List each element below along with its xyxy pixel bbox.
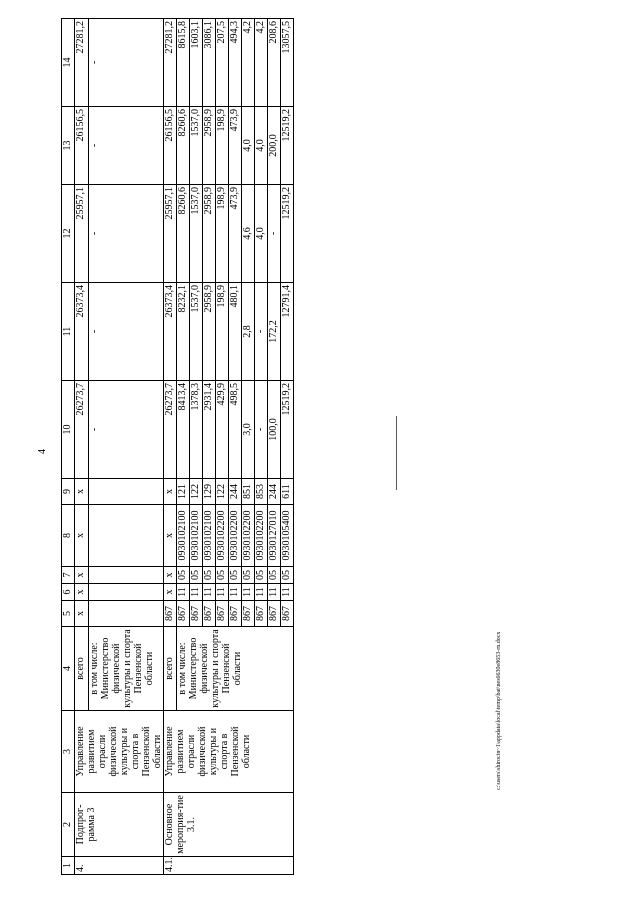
value-cell: 494,3 (229, 19, 242, 107)
cell: x (75, 601, 89, 627)
cell: 0930102200 (242, 505, 255, 567)
value-cell: 26373,4 (164, 283, 177, 381)
cell: 11 (177, 584, 190, 601)
cell (89, 505, 164, 567)
table-row (75, 19, 89, 875)
cell: 121 (177, 479, 190, 505)
cell: 851 (242, 479, 255, 505)
cell: 05 (268, 567, 281, 584)
value-cell: 8413,4 (177, 381, 190, 479)
value-cell: 26156,5 (164, 107, 177, 185)
header-cell: 9 (62, 479, 75, 505)
cell: 867 (177, 601, 190, 627)
row-number: 4.1. (164, 857, 294, 875)
rotated-table-container (61, 19, 362, 875)
value-cell: - (89, 283, 164, 381)
funding-type: всего (164, 627, 177, 711)
value-cell: 26156,5 (75, 107, 89, 185)
header-cell: 4 (62, 627, 75, 711)
cell: 867 (203, 601, 216, 627)
value-cell: 25957,1 (75, 185, 89, 283)
header-cell: 2 (62, 793, 75, 857)
cell: 0930102200 (229, 505, 242, 567)
value-cell: 8232,1 (177, 283, 190, 381)
value-cell: 8260,6 (177, 107, 190, 185)
header-cell: 14 (62, 19, 75, 107)
header-cell: 12 (62, 185, 75, 283)
row-number: 4. (75, 857, 164, 875)
cell (89, 567, 164, 584)
cell (89, 601, 164, 627)
header-row (62, 19, 75, 875)
value-cell: 207,5 (216, 19, 229, 107)
cell: 853 (255, 479, 268, 505)
value-cell: 4,2 (255, 19, 268, 107)
cell: 05 (203, 567, 216, 584)
cell: x (75, 584, 89, 601)
value-cell: 198,9 (216, 283, 229, 381)
page-number: 4 (37, 449, 48, 454)
value-cell: - (89, 185, 164, 283)
value-cell: 498,5 (229, 381, 242, 479)
cell: x (164, 567, 177, 584)
cell: 11 (268, 584, 281, 601)
value-cell: 2931,4 (203, 381, 216, 479)
header-cell: 8 (62, 505, 75, 567)
cell: 0930105400 (281, 505, 294, 567)
cell: 05 (281, 567, 294, 584)
value-cell: - (268, 185, 281, 283)
cell: 244 (229, 479, 242, 505)
cell: 0930127010 (268, 505, 281, 567)
value-cell: 2958,9 (203, 107, 216, 185)
responsible: Управление развитием отрасли физической культуры и спорта в Пензенской области (164, 711, 294, 793)
funding-type: всего (75, 627, 89, 711)
cell: 0930102200 (255, 505, 268, 567)
cell: 867 (242, 601, 255, 627)
value-cell: 26273,7 (75, 381, 89, 479)
cell: 867 (216, 601, 229, 627)
cell (89, 479, 164, 505)
value-cell: 473,9 (229, 107, 242, 185)
value-cell: 208,6 (268, 19, 281, 107)
cell: 867 (190, 601, 203, 627)
value-cell: 4,0 (255, 107, 268, 185)
value-cell: 27281,2 (75, 19, 89, 107)
cell: x (164, 479, 177, 505)
value-cell: 12519,2 (281, 381, 294, 479)
header-cell: 7 (62, 567, 75, 584)
cell: 611 (281, 479, 294, 505)
cell: 11 (190, 584, 203, 601)
cell: 867 (255, 601, 268, 627)
cell: 11 (229, 584, 242, 601)
value-cell: 12791,4 (281, 283, 294, 381)
cell: x (75, 567, 89, 584)
value-cell: 3,0 (242, 381, 255, 479)
value-cell: - (89, 381, 164, 479)
value-cell: 13057,5 (281, 19, 294, 107)
cell: 05 (255, 567, 268, 584)
value-cell: - (89, 107, 164, 185)
header-cell: 1 (62, 857, 75, 875)
cell: 122 (216, 479, 229, 505)
value-cell: 1378,3 (190, 381, 203, 479)
cell: 05 (216, 567, 229, 584)
cell: 244 (268, 479, 281, 505)
value-cell: 3086,1 (203, 19, 216, 107)
value-cell: 172,2 (268, 283, 281, 381)
table-row (164, 19, 177, 875)
value-cell: 4,6 (242, 185, 255, 283)
value-cell: - (255, 381, 268, 479)
value-cell: 2958,9 (203, 185, 216, 283)
cell: 129 (203, 479, 216, 505)
header-cell: 6 (62, 584, 75, 601)
header-cell: 11 (62, 283, 75, 381)
header-cell: 5 (62, 601, 75, 627)
cell: 867 (268, 601, 281, 627)
value-cell: 4,0 (255, 185, 268, 283)
value-cell: 2958,9 (203, 283, 216, 381)
value-cell: - (89, 19, 164, 107)
value-cell: 198,9 (216, 107, 229, 185)
cell: 05 (242, 567, 255, 584)
cell: 122 (190, 479, 203, 505)
header-cell: 3 (62, 711, 75, 793)
responsible: Управление развитием отрасли физической культуры и спорта в Пензенской области (75, 711, 164, 793)
cell (89, 584, 164, 601)
value-cell: 1537,0 (190, 107, 203, 185)
funding-type: в том числе: Министерство физической культуры и спорта Пензенской области (177, 627, 294, 711)
cell: x (164, 505, 177, 567)
program-name: Основное мероприя-тие 3.1. (164, 793, 294, 857)
value-cell: 473,9 (229, 185, 242, 283)
cell: x (164, 584, 177, 601)
cell: x (75, 479, 89, 505)
cell: 11 (242, 584, 255, 601)
budget-table (61, 18, 294, 875)
cell: 05 (177, 567, 190, 584)
cell: 0930102200 (216, 505, 229, 567)
cell: 11 (203, 584, 216, 601)
cell: 0930102100 (203, 505, 216, 567)
value-cell: 27281,2 (164, 19, 177, 107)
value-cell: 480,1 (229, 283, 242, 381)
value-cell: 25957,1 (164, 185, 177, 283)
cell: x (75, 505, 89, 567)
cell: 867 (164, 601, 177, 627)
value-cell: 8615,8 (177, 19, 190, 107)
value-cell: 1537,0 (190, 185, 203, 283)
header-cell: 10 (62, 381, 75, 479)
value-cell: 8260,6 (177, 185, 190, 283)
cell: 11 (255, 584, 268, 601)
value-cell: 1537,0 (190, 283, 203, 381)
cell: 05 (190, 567, 203, 584)
value-cell: 12519,2 (281, 107, 294, 185)
value-cell: 26273,7 (164, 381, 177, 479)
separator-line (396, 416, 397, 490)
value-cell: 12519,2 (281, 185, 294, 283)
program-name: Подпрог-рамма 3 (75, 793, 164, 857)
cell: 0930102100 (177, 505, 190, 567)
value-cell: 1603,1 (190, 19, 203, 107)
value-cell: 2,8 (242, 283, 255, 381)
value-cell: 200,0 (268, 107, 281, 185)
value-cell: 429,9 (216, 381, 229, 479)
file-path-footer: c:\users\shirocin~1\appdata\local\temp\bat\nes6630e8653-rn.docx (496, 631, 502, 790)
cell: 0930102100 (190, 505, 203, 567)
cell: 867 (229, 601, 242, 627)
cell: 05 (229, 567, 242, 584)
value-cell: - (255, 283, 268, 381)
value-cell: 100,0 (268, 381, 281, 479)
header-cell: 13 (62, 107, 75, 185)
value-cell: 198,9 (216, 185, 229, 283)
value-cell: 26373,4 (75, 283, 89, 381)
cell: 11 (281, 584, 294, 601)
cell: 11 (216, 584, 229, 601)
funding-type: в том числе: Министерство физической культуры и спорта Пензенской области (89, 627, 164, 711)
value-cell: 4,2 (242, 19, 255, 107)
value-cell: 4,0 (242, 107, 255, 185)
cell: 867 (281, 601, 294, 627)
